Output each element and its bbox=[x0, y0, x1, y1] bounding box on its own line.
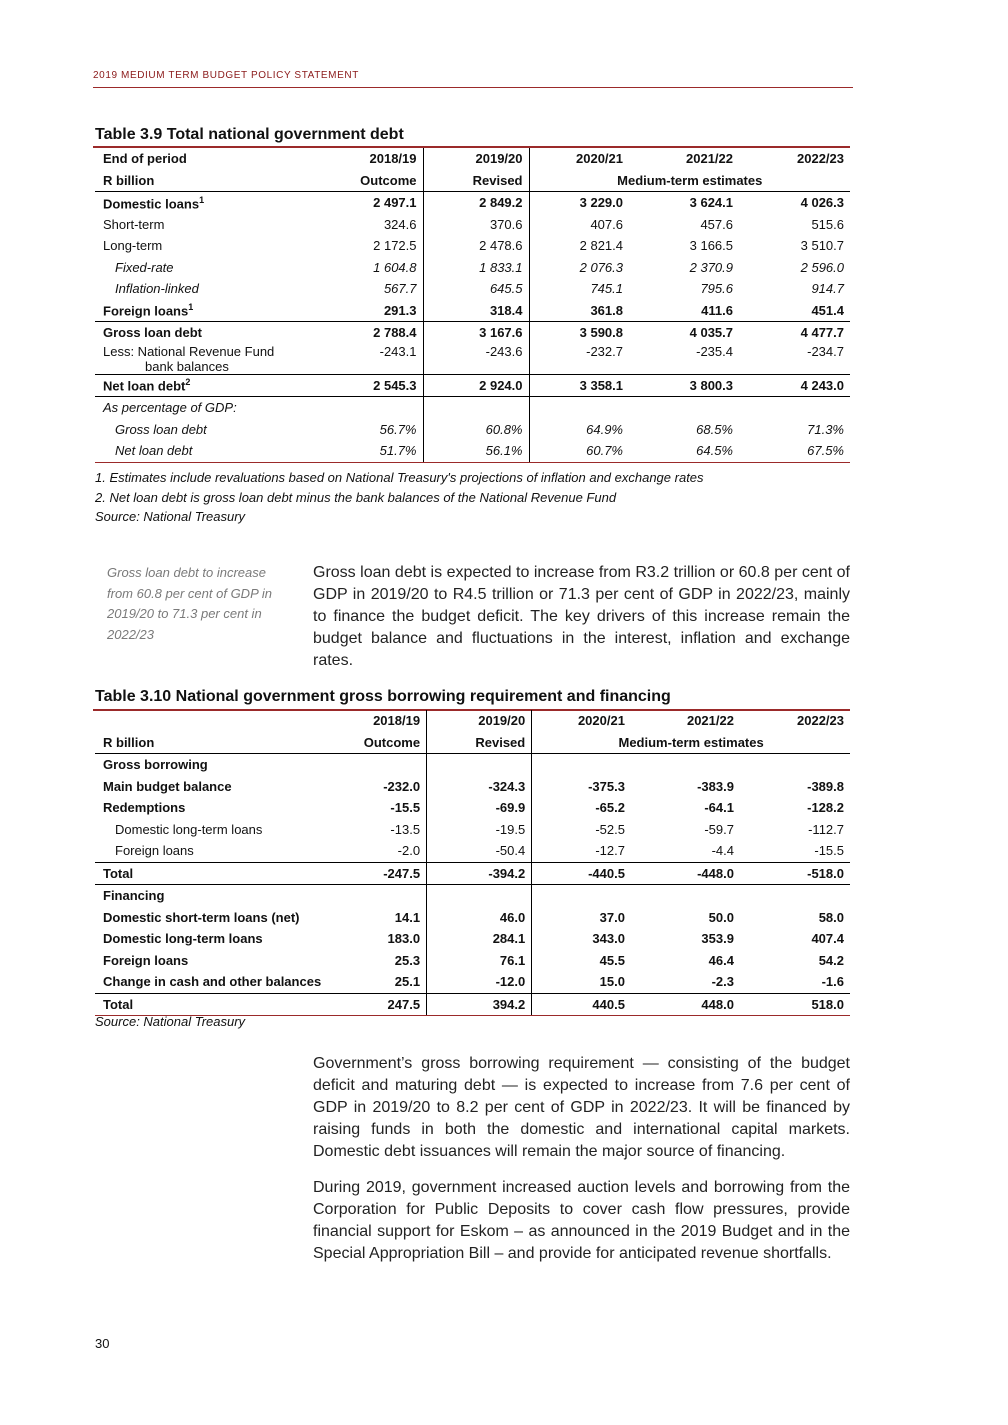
table-cell: 370.6 bbox=[423, 214, 529, 236]
table-cell: -69.9 bbox=[427, 797, 532, 819]
table-cell: -15.5 bbox=[327, 797, 426, 819]
table-row: R billion Outcome Revised Medium-term estimates bbox=[95, 732, 850, 754]
table-cell: -59.7 bbox=[704, 821, 734, 837]
table-cell: -243.1 bbox=[323, 344, 423, 375]
table-cell: 567.7 bbox=[323, 278, 423, 300]
table-cell bbox=[327, 885, 426, 907]
table-cell: 67.5% bbox=[739, 440, 850, 462]
table-cell: 795.6 bbox=[700, 281, 733, 297]
row-label: As percentage of GDP: bbox=[95, 397, 323, 419]
table-cell: 515.6 bbox=[811, 216, 844, 232]
table-row bbox=[95, 928, 850, 950]
paragraph-2: Government’s gross borrowing requirement — consisting of the budget deficit and maturing debt — is expected to increase from 7.6 per cent of GDP in 2019/20 to 8.2 per cent of GDP in 2022/23. It will be financed by raising funds in both the domestic and international capital markets. Domestic debt issuances will remain the major source of financing. bbox=[313, 1055, 850, 1160]
table-cell: -375.3 bbox=[588, 778, 625, 794]
table-cell: 451.4 bbox=[811, 302, 844, 318]
table-cell: 2 788.4 bbox=[323, 322, 423, 344]
table-cell bbox=[739, 397, 850, 419]
table-cell: 3 358.1 bbox=[529, 374, 629, 397]
table-cell: 15.0 bbox=[599, 974, 625, 990]
table-cell: 45.5 bbox=[599, 952, 625, 968]
table-row bbox=[95, 776, 850, 798]
table-cell: 58.0 bbox=[818, 909, 844, 925]
table-row: 2018/19 2019/20 2020/21 2021/22 2022/23 bbox=[95, 710, 850, 732]
table-cell bbox=[740, 885, 850, 907]
table-cell: 68.5% bbox=[696, 421, 733, 437]
table-cell: 411.6 bbox=[701, 302, 733, 318]
row-label: Financing bbox=[95, 885, 327, 907]
table-cell bbox=[327, 754, 426, 776]
table-row bbox=[95, 840, 850, 862]
table-cell: 37.0 bbox=[599, 909, 625, 925]
table-cell: -324.3 bbox=[427, 776, 532, 798]
table-cell: 2 821.4 bbox=[579, 238, 623, 254]
table-3-10-source: Source: National Treasury bbox=[95, 1014, 246, 1029]
row-label: Short-term bbox=[103, 216, 165, 232]
table-cell: 2 596.0 bbox=[800, 259, 844, 275]
table-cell: 2 172.5 bbox=[323, 235, 423, 257]
table-cell: -247.5 bbox=[327, 862, 426, 885]
header-rule bbox=[93, 87, 853, 88]
table-cell: 457.6 bbox=[700, 216, 733, 232]
table-row bbox=[95, 971, 850, 993]
row-label: Total bbox=[95, 993, 327, 1016]
table-cell: 64.9% bbox=[586, 421, 623, 437]
table-cell: 4 477.7 bbox=[739, 322, 850, 344]
table-cell: 645.5 bbox=[423, 278, 529, 300]
table-cell: 4 026.3 bbox=[800, 195, 844, 211]
table-cell: 51.7% bbox=[323, 440, 423, 462]
table-row bbox=[95, 235, 850, 257]
table-cell: 3 229.0 bbox=[579, 195, 623, 211]
row-label: Gross borrowing bbox=[103, 757, 208, 773]
row-label: Inflation-linked bbox=[115, 281, 199, 297]
table-cell bbox=[427, 885, 532, 907]
table-cell: 50.0 bbox=[708, 909, 734, 925]
table-row bbox=[95, 907, 850, 929]
table-cell: 76.1 bbox=[427, 950, 532, 972]
table-row bbox=[95, 885, 850, 907]
note-source: Source: National Treasury bbox=[95, 509, 246, 524]
footnote-marker: 1 bbox=[199, 194, 205, 205]
table-cell: -15.5 bbox=[814, 843, 844, 859]
row-label: Fixed-rate bbox=[115, 259, 174, 275]
row-label: Domestic loans$^1$ bbox=[103, 194, 205, 211]
table-cell: 2 478.6 bbox=[423, 235, 529, 257]
table-cell bbox=[740, 754, 850, 776]
table-cell: 2 924.0 bbox=[423, 374, 529, 397]
table-cell: -243.6 bbox=[423, 344, 529, 375]
table-cell: 914.7 bbox=[811, 281, 844, 297]
table-cell: 46.0 bbox=[427, 907, 532, 929]
table-cell: 2 370.9 bbox=[689, 259, 733, 275]
table-cell: -383.9 bbox=[697, 778, 734, 794]
table-cell bbox=[423, 397, 529, 419]
table-cell: 3 167.6 bbox=[423, 322, 529, 344]
table-cell bbox=[532, 885, 631, 907]
table-row bbox=[95, 192, 850, 214]
table-cell: -19.5 bbox=[427, 819, 532, 841]
table-cell: 2 076.3 bbox=[579, 259, 623, 275]
note-1: 1. Estimates include revaluations based on National Treasury's projections of inflation and exchange rates bbox=[95, 470, 704, 485]
table-row bbox=[95, 797, 850, 819]
row-label: Domestic long-term loans bbox=[103, 931, 263, 947]
table-row bbox=[95, 257, 850, 279]
row-label: Domestic long-term loans bbox=[115, 821, 263, 837]
table-cell: 14.1 bbox=[327, 907, 426, 929]
table-cell: 448.0 bbox=[631, 993, 740, 1016]
table-cell: -1.6 bbox=[821, 974, 844, 990]
table-3-9 bbox=[95, 148, 850, 463]
row-label: Gross loan debt bbox=[95, 322, 323, 344]
table-cell: -12.7 bbox=[595, 843, 625, 859]
table-cell bbox=[631, 754, 740, 776]
table-cell: 2 545.3 bbox=[323, 374, 423, 397]
table-cell: -394.2 bbox=[427, 862, 532, 885]
table-cell: -52.5 bbox=[595, 821, 625, 837]
page-number: 30 bbox=[95, 1336, 110, 1351]
table-cell: 407.6 bbox=[590, 216, 623, 232]
table-cell: -12.0 bbox=[427, 971, 532, 993]
table-row: R billion Outcome Revised Medium-term estimates bbox=[95, 170, 850, 192]
row-label: Foreign loans$^1$ bbox=[103, 302, 194, 319]
table-cell: 2 497.1 bbox=[323, 192, 423, 214]
row-label: Long-term bbox=[103, 238, 163, 254]
table-cell: 60.8% bbox=[423, 419, 529, 441]
table-cell: 3 590.8 bbox=[529, 322, 629, 344]
table-cell: -518.0 bbox=[740, 862, 850, 885]
table-cell: 56.1% bbox=[423, 440, 529, 462]
table-cell: 318.4 bbox=[423, 300, 529, 322]
row-label: Total bbox=[95, 862, 327, 885]
table-cell: 183.0 bbox=[327, 928, 426, 950]
running-header: 2019 MEDIUM TERM BUDGET POLICY STATEMENT bbox=[93, 70, 359, 81]
table-row bbox=[95, 440, 850, 462]
table-cell: -112.7 bbox=[808, 821, 844, 837]
table-cell: -448.0 bbox=[631, 862, 740, 885]
row-label: Less: National Revenue Fund bank balances bbox=[95, 344, 323, 375]
table-cell: 1 833.1 bbox=[423, 257, 529, 279]
table-cell: -232.7 bbox=[586, 343, 623, 359]
table-cell: 407.4 bbox=[811, 931, 844, 947]
table-cell: 46.4 bbox=[708, 952, 734, 968]
table-cell: 343.0 bbox=[592, 931, 625, 947]
table-cell: 518.0 bbox=[740, 993, 850, 1016]
table-row bbox=[95, 300, 850, 322]
table-cell bbox=[323, 397, 423, 419]
table-cell: 745.1 bbox=[590, 281, 623, 297]
table-cell: -50.4 bbox=[427, 840, 532, 862]
table-cell bbox=[529, 397, 629, 419]
margin-note: Gross loan debt to increase from 60.8 per cent of GDP in 2019/20 to 71.3 per cent in 2022/23 bbox=[107, 565, 272, 642]
row-label: Domestic short-term loans (net) bbox=[103, 909, 300, 925]
table-cell: -235.4 bbox=[696, 343, 733, 359]
table-cell: 71.3% bbox=[807, 421, 844, 437]
table-3-9-notes bbox=[95, 468, 704, 527]
table-cell: 291.3 bbox=[323, 300, 423, 322]
table-cell: -13.5 bbox=[327, 819, 426, 841]
table-3-10 bbox=[95, 710, 850, 1016]
table-row bbox=[95, 374, 850, 397]
table-cell bbox=[532, 754, 631, 776]
table-cell bbox=[631, 885, 740, 907]
table-cell: 3 510.7 bbox=[800, 238, 844, 254]
table-cell: -2.0 bbox=[327, 840, 426, 862]
table-cell: -234.7 bbox=[807, 343, 844, 359]
row-label: Main budget balance bbox=[103, 778, 232, 794]
table-cell: 1 604.8 bbox=[323, 257, 423, 279]
table-row bbox=[95, 278, 850, 300]
table-cell: -2.3 bbox=[711, 974, 734, 990]
table-cell bbox=[629, 397, 739, 419]
paragraph-3: During 2019, government increased auction levels and borrowing from the Corporation for Public Deposits to cover cash flow pressures, provide financial support for Eskom – as announced in the 2019 Budget and in the Special Appropriation Bill – and provide for anticipated revenue shortfalls. bbox=[313, 1179, 850, 1262]
table-cell: -4.4 bbox=[711, 843, 734, 859]
table-row bbox=[95, 754, 850, 776]
table-cell: -64.1 bbox=[704, 800, 734, 816]
table-cell: 324.6 bbox=[323, 214, 423, 236]
table-cell: 60.7% bbox=[529, 440, 629, 462]
table-cell: 394.2 bbox=[427, 993, 532, 1016]
table-cell: -389.8 bbox=[807, 778, 844, 794]
table-cell: -128.2 bbox=[807, 800, 844, 816]
table-row: End of period 2018/19 2019/20 2020/21 2021/22 2022/23 bbox=[95, 148, 850, 170]
table-3-10-title: Table 3.10 National government gross borrowing requirement and financing bbox=[95, 688, 671, 705]
table-cell: 25.3 bbox=[327, 950, 426, 972]
table-row bbox=[95, 819, 850, 841]
table-row bbox=[95, 862, 850, 885]
table-row bbox=[95, 950, 850, 972]
row-label: Net loan debt$^2$ bbox=[95, 374, 323, 397]
table-cell: 64.5% bbox=[629, 440, 739, 462]
row-label: Foreign loans bbox=[115, 843, 194, 859]
table-cell: 25.1 bbox=[327, 971, 426, 993]
row-label-continued: bank balances bbox=[145, 358, 229, 374]
paragraph-1: Gross loan debt is expected to increase from R3.2 trillion or 60.8 per cent of GDP in 2019/20 to R4.5 trillion or 71.3 per cent of GDP in 2022/23, mainly to finance the budget deficit. The key drivers of this increase remain the budget balance and fluctuations in the interest, inflation and exchange rates. bbox=[313, 564, 850, 669]
table-cell: 247.5 bbox=[327, 993, 426, 1016]
table-cell: -232.0 bbox=[327, 776, 426, 798]
table-cell: 54.2 bbox=[818, 952, 844, 968]
table-cell: 284.1 bbox=[427, 928, 532, 950]
table-cell: 2 849.2 bbox=[423, 192, 529, 214]
row-label: Net loan debt bbox=[95, 440, 323, 462]
footnote-marker: 2 bbox=[185, 377, 191, 388]
row-label: Foreign loans bbox=[103, 952, 189, 968]
table-cell: 56.7% bbox=[323, 419, 423, 441]
table-row bbox=[95, 214, 850, 236]
table-cell: -65.2 bbox=[595, 800, 625, 816]
table-cell: 3 166.5 bbox=[689, 238, 733, 254]
footnote-marker: 1 bbox=[188, 302, 194, 313]
table-cell: -440.5 bbox=[532, 862, 631, 885]
note-2: 2. Net loan debt is gross loan debt minus the bank balances of the National Revenue Fund bbox=[95, 489, 617, 505]
row-label: Redemptions bbox=[103, 800, 186, 816]
table-row bbox=[95, 322, 850, 344]
table-cell: 3 800.3 bbox=[629, 374, 739, 397]
table-cell: 3 624.1 bbox=[689, 195, 733, 211]
table-cell: 4 035.7 bbox=[629, 322, 739, 344]
table-cell bbox=[427, 754, 532, 776]
table-3-9-title: Table 3.9 Total national government debt bbox=[95, 126, 404, 143]
table-row bbox=[95, 344, 850, 375]
table-cell: 353.9 bbox=[701, 931, 734, 947]
row-label: Gross loan debt bbox=[115, 421, 207, 437]
table-cell: 361.8 bbox=[590, 302, 623, 318]
table-row bbox=[95, 419, 850, 441]
row-label: Change in cash and other balances bbox=[103, 974, 322, 990]
table-cell: 440.5 bbox=[532, 993, 631, 1016]
table-row bbox=[95, 397, 850, 419]
table-cell: 4 243.0 bbox=[739, 374, 850, 397]
